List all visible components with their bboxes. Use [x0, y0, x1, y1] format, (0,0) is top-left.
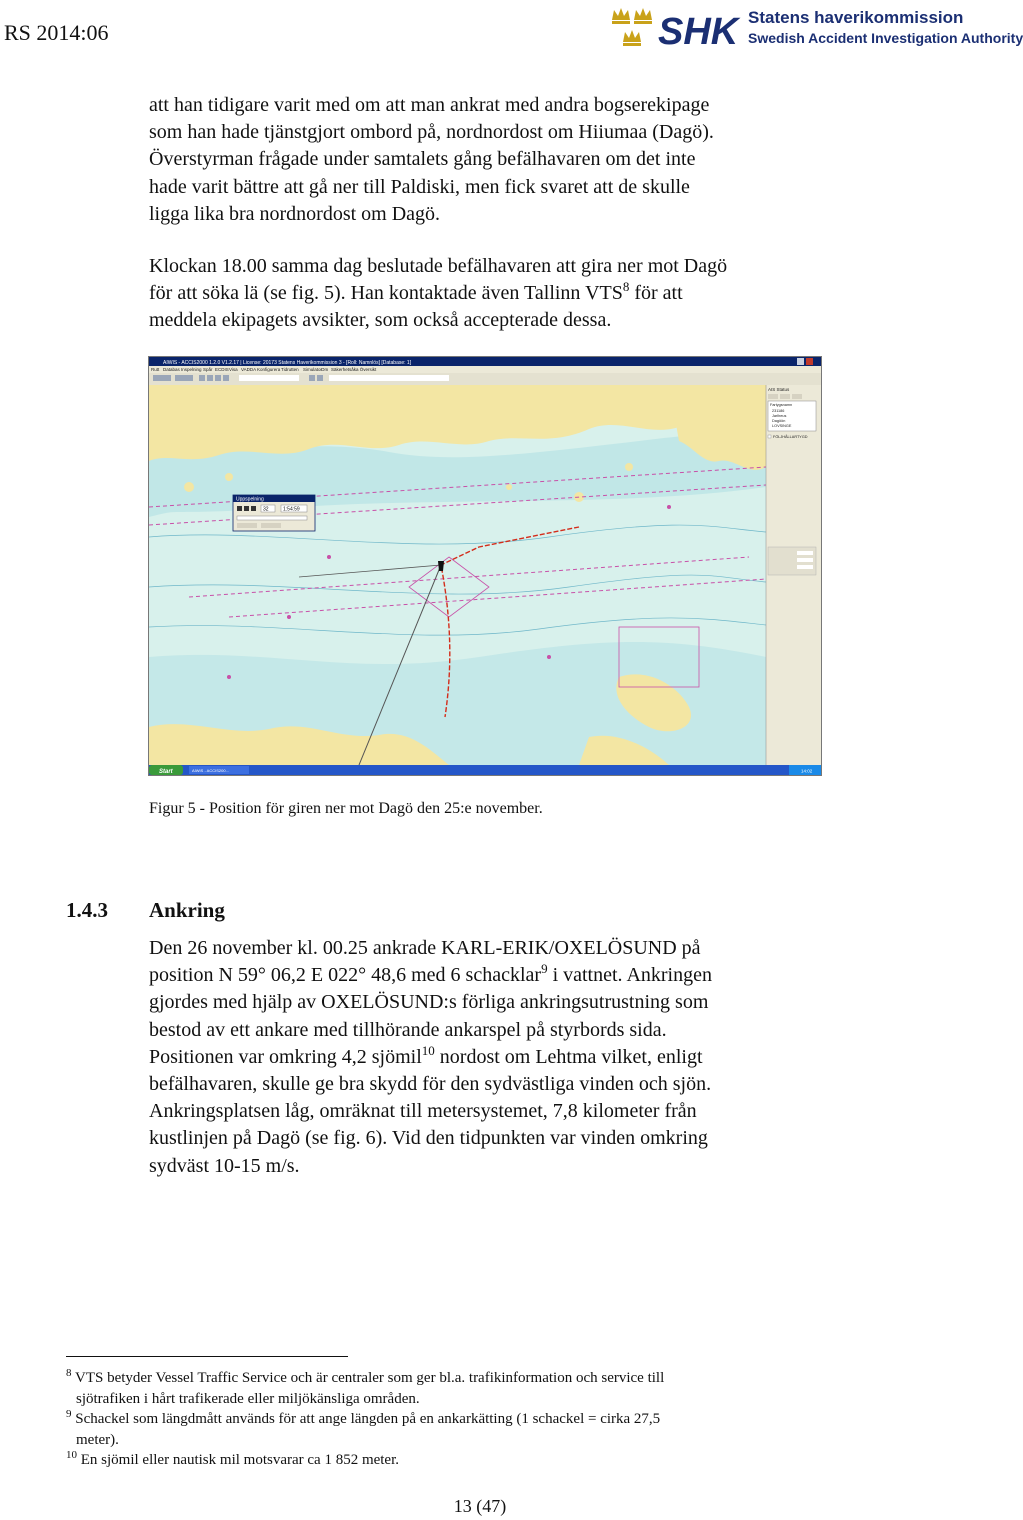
text-line: Ankringsplatsen låg, omräknat till metersystemet, 7,8 kilometer från: [149, 1100, 697, 1123]
list-item[interactable]: Fartygsnamn: [770, 403, 793, 407]
figure-5-chart-screenshot: [148, 356, 822, 776]
dialog-button[interactable]: [261, 523, 281, 528]
menu-item[interactable]: Rutt: [151, 367, 160, 372]
rewind-button[interactable]: [237, 506, 242, 511]
text-line: för att söka lä (se fig. 5). Han kontaktade även Tallinn VTS$^8$ för att: [149, 279, 683, 305]
list-item[interactable]: Dagöön: [772, 419, 786, 423]
menu-item[interactable]: Om: [321, 367, 329, 372]
menu-item[interactable]: ECDIS: [215, 367, 229, 372]
footnote-ref-8[interactable]: 8: [622, 279, 630, 295]
dialog-title: Uppspelning: [236, 496, 264, 503]
panel-title: AIS Status: [768, 387, 790, 392]
text-line: ligga lika bra nordnordost om Dagö.: [149, 202, 441, 225]
text-line: Den 26 november kl. 00.25 ankrade KARL-ERIK/OXELÖSUND på: [149, 937, 701, 959]
section-number: 1.4.3: [66, 898, 108, 922]
section-title: Ankring: [149, 898, 225, 922]
footnote-9: $^9$ Schackel som längdmått används för att ange längden på en ankarkätting (1 schackel = cirka 27,5 meter).: [66, 1408, 661, 1448]
shk-logo: [610, 6, 1023, 53]
list-item[interactable]: LOVSINGE: [772, 424, 792, 428]
three-crowns-icon: [610, 6, 745, 53]
text-line: att han tidigare varit med om att man ankrat med andra bogserekipage: [149, 94, 710, 116]
list-item[interactable]: 231186: [772, 409, 785, 413]
text-line: position N 59° 06,2 E 022° 48,6 med 6 schacklar$^9$ i vattnet. Ankringen: [149, 961, 712, 987]
text-line: kustlinjen på Dagö (se fig. 6). Vid den tidpunkten var vinden omkring: [149, 1127, 708, 1150]
menu-item[interactable]: Simulator: [303, 367, 323, 372]
menu-item[interactable]: Visa: [229, 367, 238, 372]
app-title-bar: AIWIS - ACCIS2000 1.2.0 V1.2.17 | License: 20173 Statens Haverikommission 3 - [Roll: Namnlös] [Database: 1]: [163, 360, 412, 366]
panel-button[interactable]: [780, 394, 790, 399]
text-line: Positionen var omkring 4,2 sjömil$^{10}$ nordost om Lehtma vilket, enligt: [149, 1042, 703, 1068]
panel-button[interactable]: [792, 394, 802, 399]
footnote-8: $^8$ VTS betyder Vessel Traffic Service och är centraler som ger bl.a. trafikinformation och service till sjötrafiken i hårt trafikerade eller miljökänsliga områden.: [66, 1367, 665, 1407]
footnote-ref-9[interactable]: 9: [541, 961, 548, 977]
playback-slider[interactable]: [237, 516, 307, 520]
speed-value: 32: [263, 506, 269, 513]
logo-name: Statens haverikommission: [748, 8, 964, 27]
taskbar-clock: 14:02: [801, 768, 813, 774]
time-value: 1:54:59: [283, 506, 300, 513]
menu-item[interactable]: Spår: [203, 367, 213, 372]
footnote-divider: [66, 1356, 348, 1357]
menu-item[interactable]: Tidrutten: [281, 367, 299, 372]
figure-caption: Figur 5 - Position för giren ner mot Dagö den 25:e november.: [149, 800, 543, 817]
taskbar-label: AIWIS - ACCIS200...: [192, 768, 229, 773]
footnote-ref-10[interactable]: 10: [421, 1042, 435, 1058]
text-line: meddela ekipagets avsikter, som också accepterade dessa.: [149, 309, 612, 332]
text-line: Klockan 18.00 samma dag beslutade befälhavaren att gira ner mot Dagö: [149, 255, 728, 277]
chart-svg: [149, 357, 821, 775]
panel-label: FÖLJHÅLLARTYGD: [773, 435, 808, 439]
text-line: hade varit bättre att gå ner till Paldiski, men fick svaret att de skulle: [149, 175, 690, 198]
panel-checkbox[interactable]: [768, 435, 771, 438]
text-line: befälhavaren, skulle ge bra skydd för den sydvästliga vinden och sjön.: [149, 1073, 712, 1096]
minimize-button[interactable]: [797, 358, 804, 365]
pause-button[interactable]: [251, 506, 256, 511]
logo-mark: SHK: [658, 11, 739, 53]
paragraph-2: [149, 253, 819, 335]
text-line: Överstyrman frågade under samtalets gång befälhavaren om det inte: [149, 148, 696, 171]
panel-field[interactable]: [797, 551, 813, 555]
text-line: bestod av ett ankare med tillhörande ankarspel på styrbords sida.: [149, 1018, 667, 1041]
panel-field[interactable]: [797, 558, 813, 562]
playback-dialog[interactable]: [233, 495, 315, 531]
text-line: gjordes med hjälp av OXELÖSUND:s förliga ankringsutrustning som: [149, 991, 709, 1014]
menu-item[interactable]: Konfigurera: [257, 367, 281, 372]
close-button[interactable]: [806, 358, 813, 365]
menu-item[interactable]: VADDA: [241, 367, 257, 372]
menu-item[interactable]: Säkerhetsåka Översikt: [331, 367, 377, 372]
panel-button[interactable]: [768, 394, 778, 399]
footnote-10: $^{10}$ En sjömil eller nautisk mil motsvarar ca 1 852 meter.: [66, 1449, 400, 1468]
menu-item[interactable]: Databas: [163, 367, 180, 372]
report-id: RS 2014:06: [4, 20, 109, 45]
vessel-marker[interactable]: [438, 561, 444, 571]
start-label: Start: [159, 769, 173, 775]
paragraph-1: [149, 92, 819, 228]
menu-bar[interactable]: [151, 366, 377, 372]
logo-subtitle: Swedish Accident Investigation Authority: [748, 30, 1023, 46]
list-item[interactable]: Jarlheus: [772, 414, 787, 418]
text-line: som han hade tjänstgjort ombord på, nordnordost om Hiiumaa (Dagö).: [149, 121, 714, 144]
dialog-button[interactable]: [237, 523, 257, 528]
paragraph-3: [149, 935, 819, 1180]
panel-field[interactable]: [797, 565, 813, 569]
text-line: sydväst 10-15 m/s.: [149, 1154, 300, 1177]
play-button[interactable]: [244, 506, 249, 511]
menu-item[interactable]: Inspelning: [181, 367, 202, 372]
page-number: 13 (47): [453, 1496, 507, 1516]
